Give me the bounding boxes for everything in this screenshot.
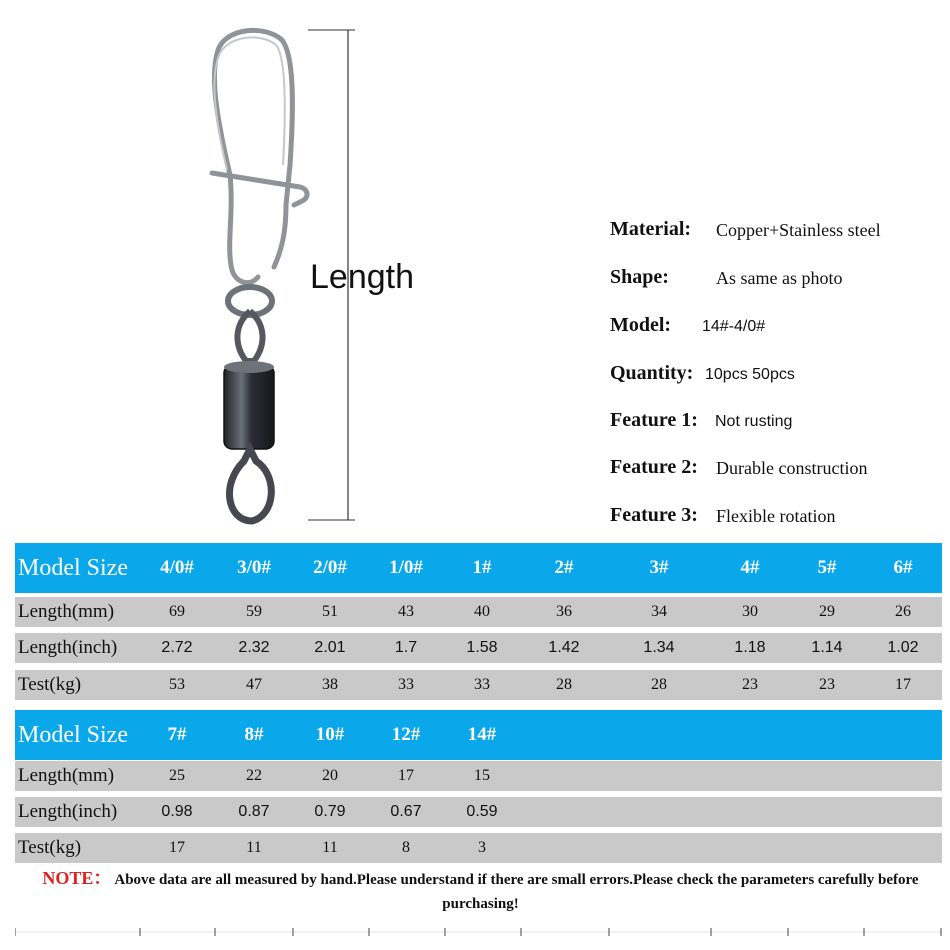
swivel-barrel (224, 365, 274, 449)
row-value: 26 (895, 603, 911, 620)
spec-value: Copper+Stainless steel (716, 220, 881, 240)
row-value: 0.87 (238, 803, 270, 820)
row-value: 59 (246, 603, 262, 620)
row-value: 0.79 (314, 803, 346, 820)
note-prefix: NOTE： (42, 868, 112, 888)
note-text: Above data are all measured by hand.Please understand if there are small errors.Please check the parameters carefully before purchasing! (114, 872, 919, 912)
row-value: 17 (895, 676, 911, 693)
spec-key: Model: (610, 314, 672, 336)
row-label: Length(inch) (18, 637, 118, 658)
row-value: 2.01 (314, 639, 346, 656)
row-label: Length(inch) (18, 801, 118, 822)
row-value: 23 (819, 676, 835, 693)
table-row (15, 597, 942, 627)
row-value: 11 (246, 839, 262, 856)
header-model: 8# (244, 724, 264, 745)
row-value: 25 (169, 767, 185, 784)
row-value: 36 (556, 603, 572, 620)
row-value: 69 (169, 603, 185, 620)
row-value: 2.72 (161, 639, 193, 656)
header-model: 4# (740, 557, 760, 578)
spec-key: Shape: (610, 266, 669, 288)
header-model: 6# (893, 557, 913, 578)
row-value: 1.58 (466, 639, 498, 656)
row-value: 51 (322, 603, 338, 620)
header-model: 1/0# (389, 557, 423, 578)
row-value: 28 (651, 676, 667, 693)
header-model: 14# (467, 724, 497, 745)
row-value: 30 (742, 603, 758, 620)
bottom-divider-ticks (15, 928, 942, 936)
row-value: 0.59 (466, 803, 498, 820)
snap-clip-wire (214, 30, 292, 267)
row-value: 1.02 (887, 639, 919, 656)
swivel-top-ring (228, 287, 272, 315)
row-value: 17 (169, 839, 185, 856)
row-value: 0.98 (161, 803, 193, 820)
row-value: 29 (819, 603, 835, 620)
row-value: 40 (474, 603, 490, 620)
header-model: 1# (472, 557, 492, 578)
length-label: Length (310, 258, 414, 296)
spec-key: Feature 3: (610, 504, 698, 526)
table-row (15, 833, 942, 863)
header-model: 5# (817, 557, 837, 578)
spec-value: As same as photo (716, 268, 843, 288)
row-label: Test(kg) (18, 674, 82, 695)
table-row (15, 761, 942, 791)
row-value: 33 (474, 676, 490, 693)
row-label: Length(mm) (18, 601, 115, 622)
row-value: 1.42 (548, 639, 580, 656)
row-value: 38 (322, 676, 338, 693)
header-model: 7# (167, 724, 187, 745)
spec-value: Not rusting (715, 413, 793, 430)
spec-value: 10pcs 50pcs (705, 366, 795, 383)
row-value: 20 (322, 767, 338, 784)
table-row (15, 797, 942, 827)
swivel-top-eye (237, 311, 262, 361)
row-value: 1.14 (811, 639, 843, 656)
row-value: 22 (246, 767, 262, 784)
row-value: 1.7 (394, 639, 418, 656)
swivel-bottom-eye-hole (236, 469, 264, 513)
header-model: 2# (554, 557, 574, 578)
row-value: 0.67 (390, 803, 422, 820)
row-value: 53 (169, 676, 185, 693)
table-header-row (15, 710, 942, 760)
measurement-note (18, 866, 943, 916)
header-label: Model Size (18, 721, 128, 748)
row-label: Length(mm) (18, 765, 115, 786)
row-value: 8 (402, 839, 410, 856)
header-model: 3# (649, 557, 669, 578)
spec-value: 14#-4/0# (702, 318, 766, 335)
spec-key: Feature 2: (610, 456, 698, 478)
row-value: 1.34 (643, 639, 675, 656)
row-value: 15 (474, 767, 490, 784)
header-model: 3/0# (237, 557, 271, 578)
table-row (15, 670, 942, 700)
header-model: 12# (391, 724, 421, 745)
row-value: 17 (398, 767, 414, 784)
row-value: 23 (742, 676, 758, 693)
table-row (15, 633, 942, 663)
header-model: 4/0# (160, 557, 194, 578)
row-value: 43 (398, 603, 414, 620)
row-value: 3 (478, 839, 486, 856)
swivel-barrel-top (224, 361, 274, 373)
row-value: 34 (651, 603, 667, 620)
snap-clip-latch (212, 173, 307, 283)
row-value: 47 (246, 676, 262, 693)
row-value: 2.32 (238, 639, 270, 656)
spec-key: Feature 1: (610, 409, 698, 431)
header-model: 10# (315, 724, 345, 745)
spec-key: Quantity: (610, 362, 694, 384)
row-value: 28 (556, 676, 572, 693)
row-value: 1.18 (734, 639, 766, 656)
spec-value: Flexible rotation (716, 506, 836, 526)
table-header-row (15, 543, 942, 593)
header-model: 2/0# (313, 557, 347, 578)
row-label: Test(kg) (18, 837, 82, 858)
header-label: Model Size (18, 554, 128, 581)
spec-key: Material: (610, 218, 692, 240)
spec-value: Durable construction (716, 458, 868, 478)
row-value: 33 (398, 676, 414, 693)
row-value: 11 (322, 839, 338, 856)
